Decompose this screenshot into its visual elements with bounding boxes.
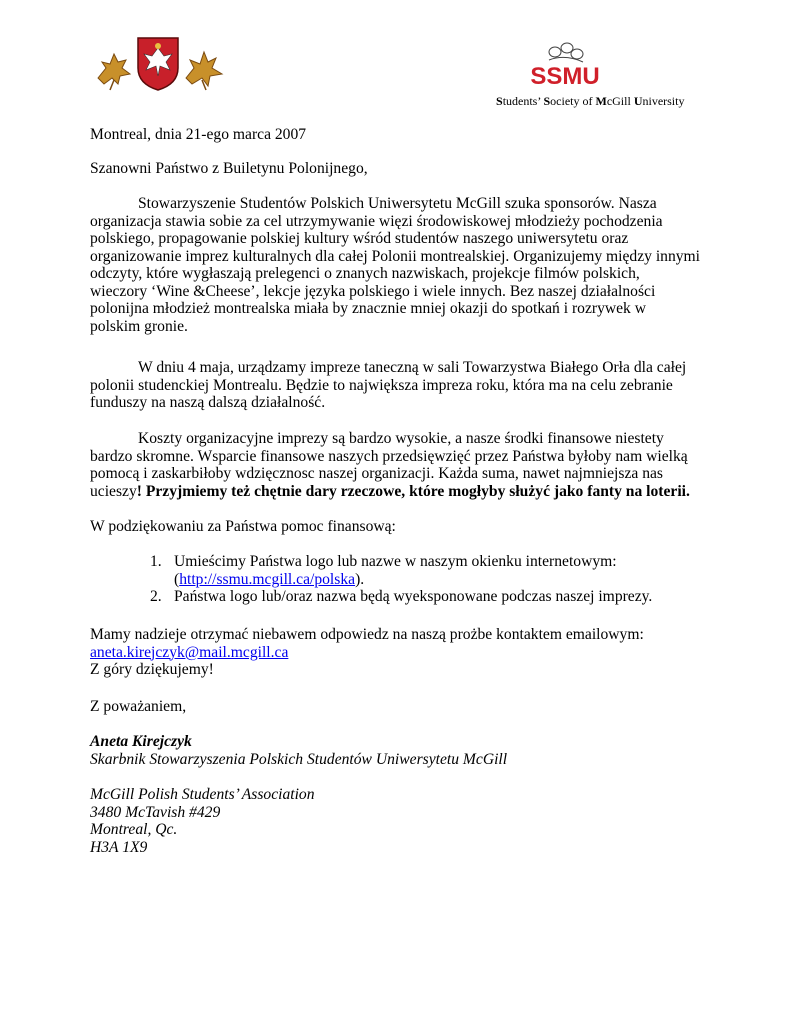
address-line: 3480 McTavish #429 [90, 803, 221, 821]
benefits-list [150, 553, 710, 606]
paragraph-3-bold-text: ! Przyjmiemy też chętnie dary rzeczowe, które mogłyby służyć jako fanty na loterii. [136, 482, 690, 500]
closing-line: Mamy nadzieje otrzymać niebawem odpowiedz na naszą prożbe kontaktem emailowym: [90, 626, 644, 643]
polish-association-logo [90, 34, 225, 92]
signer-name: Aneta Kirejczyk [90, 733, 192, 750]
signer-title: Skarbnik Stowarzyszenia Polskich Studentów Uniwersytetu McGill [90, 750, 508, 768]
crest-icon [138, 38, 178, 90]
regards: Z poważaniem, [90, 698, 187, 715]
maple-leaf-right-icon [186, 52, 222, 90]
list-number: 1. [150, 553, 162, 570]
address-line: Montreal, Qc. [90, 821, 178, 838]
birds-icon [549, 43, 583, 62]
closing-thanks: Z góry dziękujemy! [90, 661, 214, 678]
paragraph-3-text: Koszty organizacyjne imprezy są bardzo wysokie, a nasze środki finansowe niestety bardzo skromne. Wsparcie finansowe naszych przedsięwzięć przez Państwa byłoby nam wielką pomocą i zaskarbiłoby wdzięcznosc naszej organizacji. Każda suma, nawet najmniejsza nas ucieszy [90, 430, 688, 500]
website-link[interactable]: http://ssmu.mcgill.ca/polska [179, 570, 356, 588]
list-item: 2. Państwa logo lub/oraz nazwa będą wyeksponowane podczas naszej imprezy. [150, 588, 653, 605]
svg-text:SSMU: SSMU [530, 63, 600, 90]
address-block [90, 786, 700, 856]
address-line: McGill Polish Students’ Association [90, 786, 315, 803]
paragraph-3 [90, 430, 700, 500]
address-line: H3A 1X9 [90, 838, 148, 856]
salutation: Szanowni Państwo z Builetynu Polonijnego, [90, 160, 368, 177]
list-number: 2. [150, 588, 162, 605]
paragraph-1: Stowarzyszenie Studentów Polskich Uniwersytetu McGill szuka sponsorów. Nasza organizacja stawia sobie za cel utrzymywanie więzi środowiskowej młodzieży pochodzenia polskiego, propagowanie polskiej kultury wśród studentów naszego uniwersytetu oraz organizowanie imprez kulturalnych dla całej Polonii montrealskiej. Organizujemy między innymi odczyty, które wygłaszają prelegenci o znanych nazwiskach, projekcje filmów polskich, wieczory ‘Wine &Cheese’, lekcje języka polskiego i wiele innych. Bez naszej działalności polonijna młodzież montrealska miała by znacznie mniej okazji do spotkań i rozrywek w polskim gronie. [90, 195, 701, 335]
closing-block [90, 626, 700, 679]
maple-leaf-left-icon [98, 54, 130, 90]
ssmu-caption: Students’ Society of McGill University [496, 94, 685, 108]
email-link[interactable]: aneta.kirejczyk@mail.mcgill.ca [90, 643, 289, 661]
signature-block [90, 733, 700, 768]
letter-date: Montreal, dnia 21-ego marca 2007 [90, 126, 307, 143]
ssmu-logo [525, 40, 605, 94]
list-item: 1. Umieścimy Państwa logo lub nazwe w naszym okienku internetowym: (http://ssmu.mcgill.ca/polska). [150, 553, 617, 588]
paragraph-2: W dniu 4 maja, urządzamy impreze taneczną w sali Towarzystwa Białego Orła dla całej polonii studenckiej Montrealu. Będzie to największa impreza roku, która ma na celu zebranie funduszy na naszą dalszą działalność. [90, 359, 687, 411]
thanks-intro: W podziękowaniu za Państwa pomoc finansową: [90, 518, 396, 535]
